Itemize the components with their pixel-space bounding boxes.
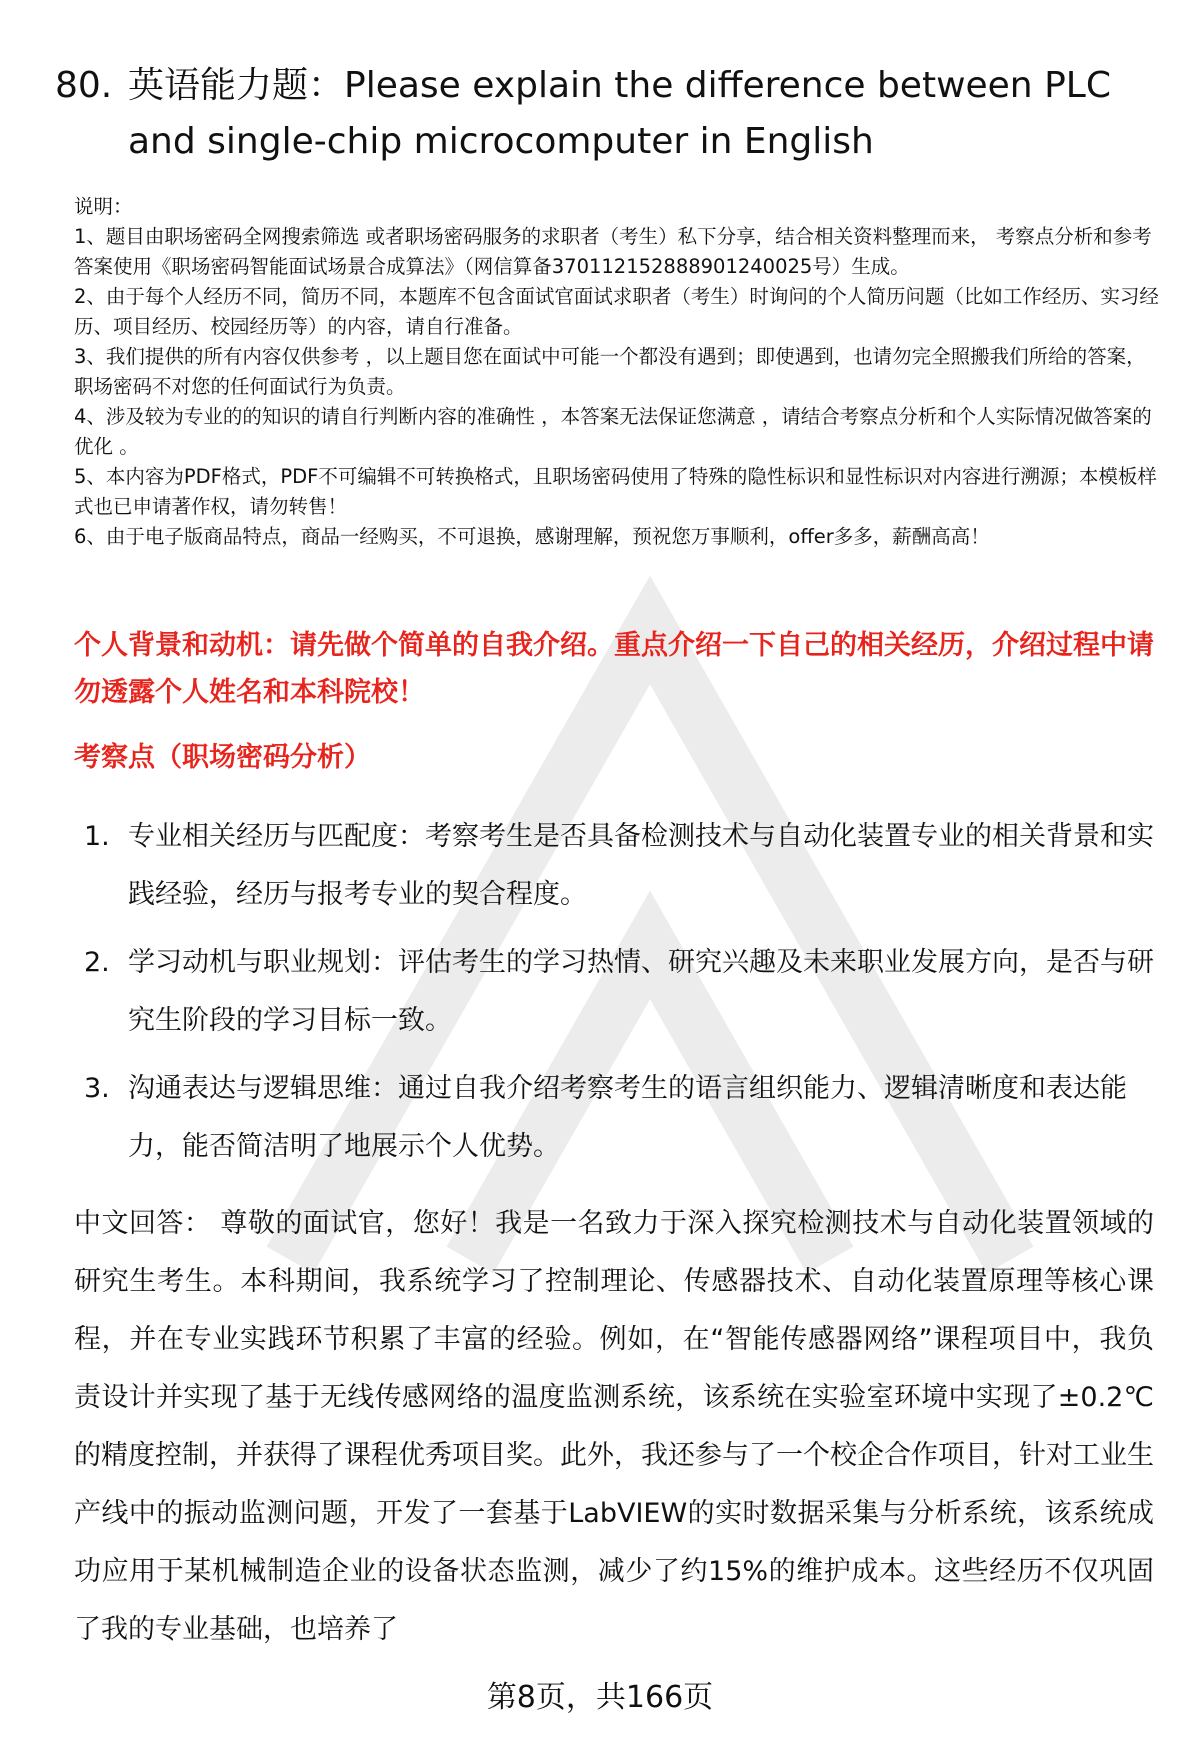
background-question: 个人背景和动机：请先做个简单的自我介绍。重点介绍一下自己的相关经历，介绍过程中请勿透露个人姓名和本科院校！ (74, 630, 1154, 708)
note-item: 2、由于每个人经历不同，简历不同，本题库不包含面试官面试求职者（考生）时询问的个人简历问题（比如工作经历、实习经历、项目经历、校园经历等）的内容，请自行准备。 (74, 285, 1159, 338)
analysis-heading: 考察点（职场密码分析） (74, 742, 371, 773)
item-text: 专业相关经历与匹配度：考察考生是否具备检测技术与自动化装置专业的相关背景和实践经验，经历与报考专业的契合程度。 (128, 821, 1154, 910)
analysis-item (84, 1060, 1154, 1176)
notes-heading: 说明： (74, 195, 133, 218)
analysis-item (84, 808, 1154, 924)
notes-section (74, 192, 1160, 552)
note-item: 6、由于电子版商品特点，商品一经购买，不可退换，感谢理解，预祝您万事顺利，offer多多，薪酬高高！ (74, 525, 990, 548)
item-number: 2. (84, 947, 110, 978)
note-item: 3、我们提供的所有内容仅供参考 ，以上题目您在面试中可能一个都没有遇到；即使遇到，也请勿完全照搬我们所给的答案，职场密码不对您的任何面试行为负责。 (74, 345, 1146, 398)
item-number: 1. (84, 821, 110, 852)
note-item: 5、本内容为PDF格式，PDF不可编辑不可转换格式，且职场密码使用了特殊的隐性标识和显性标识对内容进行溯源；本模板样式也已申请著作权，请勿转售！ (74, 465, 1157, 518)
page-footer: 第8页，共166页 (486, 1680, 714, 1715)
item-number: 3. (84, 1073, 110, 1104)
question-title (55, 58, 1165, 170)
item-text: 学习动机与职业规划：评估考生的学习热情、研究兴趣及未来职业发展方向，是否与研究生阶段的学习目标一致。 (128, 947, 1154, 1036)
note-item: 1、题目由职场密码全网搜索筛选 或者职场密码服务的求职者（考生）私下分享，结合相关资料整理而来， 考察点分析和参考答案使用《职场密码智能面试场景合成算法》（网信算备370112152888901240025号）生成。 (74, 225, 1152, 278)
question-text: 英语能力题：Please explain the difference between PLC and single-chip microcomputer in English (128, 65, 1111, 162)
chinese-answer: 中文回答： 尊敬的面试官，您好！我是一名致力于深入探究检测技术与自动化装置领域的研究生考生。本科期间，我系统学习了控制理论、传感器技术、自动化装置原理等核心课程，并在专业实践环节积累了丰富的经验。例如，在“智能传感器网络”课程项目中，我负责设计并实现了基于无线传感网络的温度监测系统，该系统在实验室环境中实现了±0.2℃的精度控制，并获得了课程优秀项目奖。此外，我还参与了一个校企合作项目，针对工业生产线中的振动监测问题，开发了一套基于LabVIEW的实时数据采集与分析系统，该系统成功应用于某机械制造企业的设备状态监测，减少了约15%的维护成本。这些经历不仅巩固了我的专业基础，也培养了 (74, 1208, 1154, 1645)
question-number: 80. (55, 65, 113, 106)
item-text: 沟通表达与逻辑思维：通过自我介绍考察考生的语言组织能力、逻辑清晰度和表达能力，能否简洁明了地展示个人优势。 (128, 1073, 1127, 1162)
analysis-item (84, 934, 1154, 1050)
analysis-list (84, 808, 1154, 1186)
note-item: 4、涉及较为专业的的知识的请自行判断内容的准确性 ，本答案无法保证您满意 ，请结合考察点分析和个人实际情况做答案的优化 。 (74, 405, 1152, 458)
